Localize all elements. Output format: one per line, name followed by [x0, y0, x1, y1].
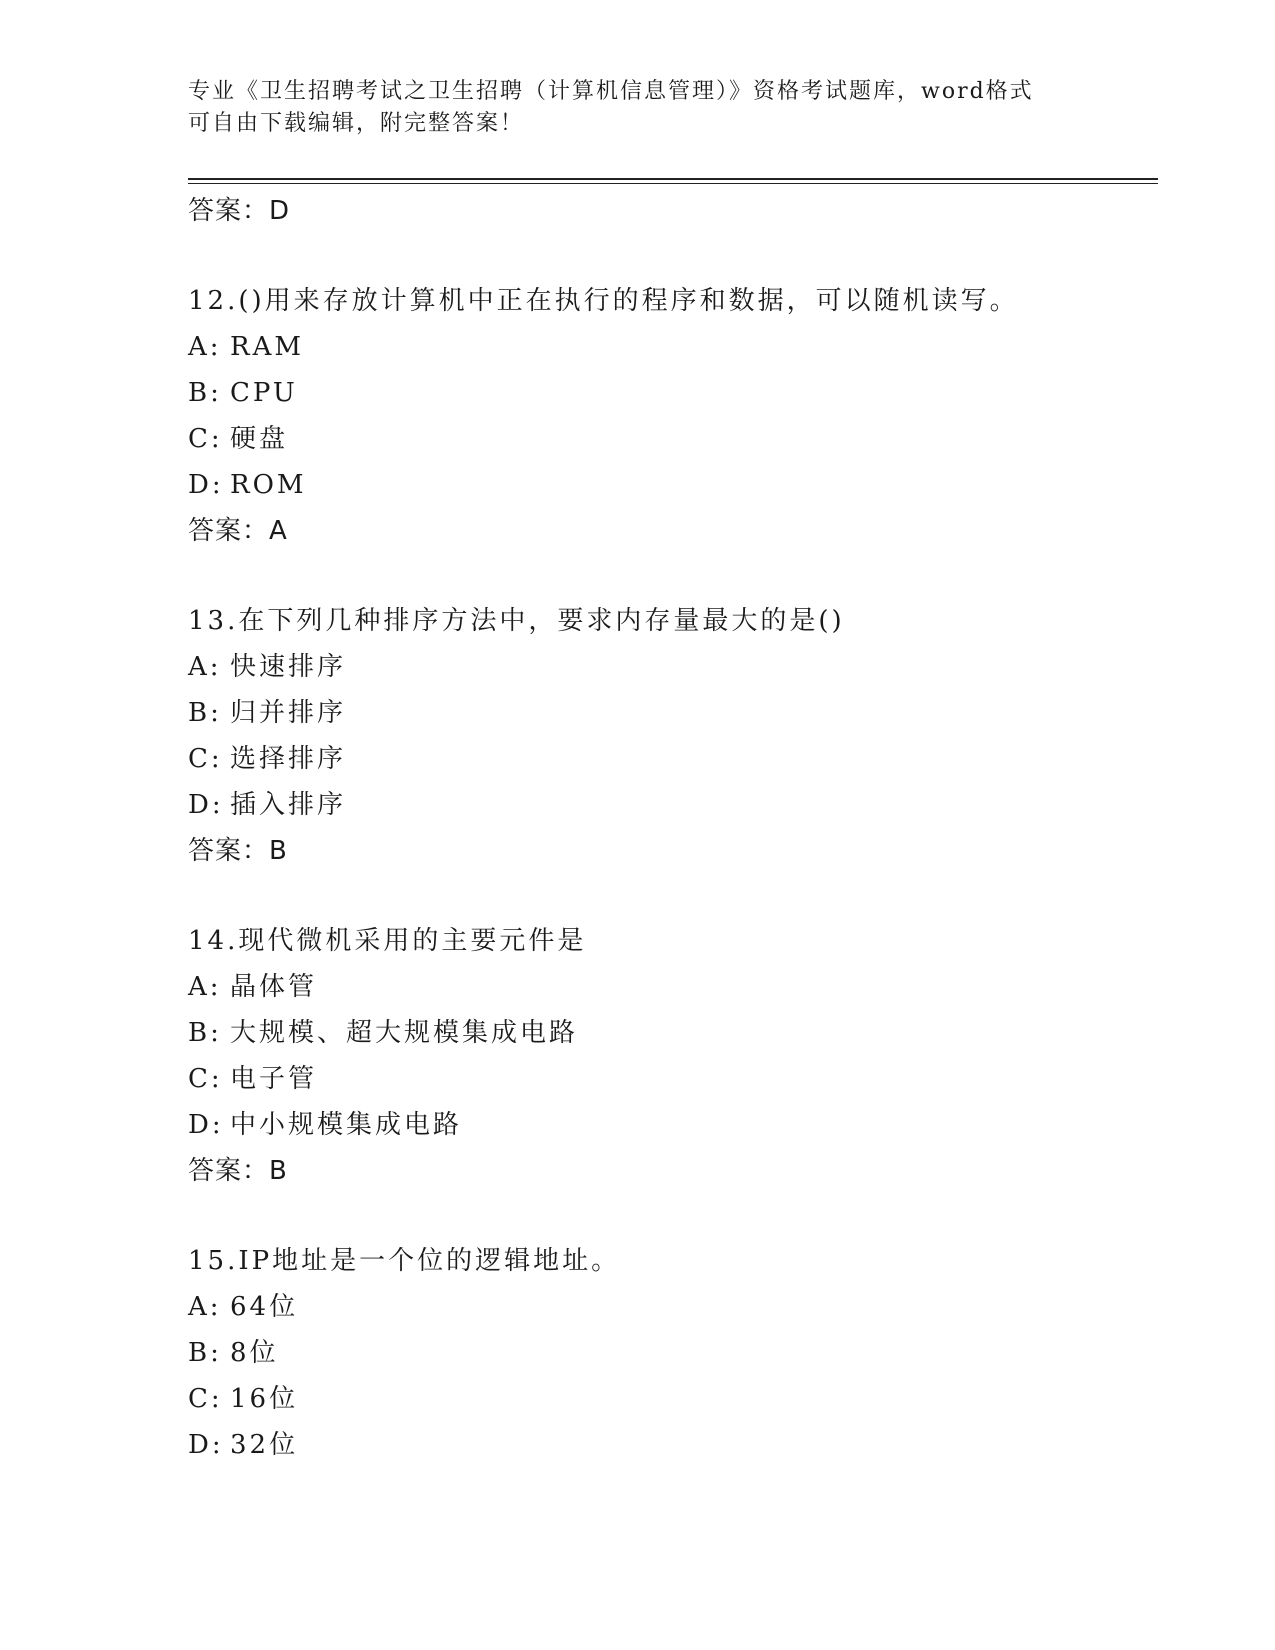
option-text: 硬盘: [230, 424, 289, 454]
option-key: A:: [188, 1292, 222, 1322]
option-c: [188, 1376, 1158, 1422]
question-15: [188, 1238, 1158, 1468]
option-a: [188, 644, 1158, 690]
option-key: C:: [188, 1064, 223, 1094]
option-a: [188, 1284, 1158, 1330]
option-key: B:: [188, 698, 222, 728]
question-12: [188, 278, 1158, 554]
option-text: ROM: [230, 470, 307, 500]
answer-line: 答案：B: [188, 836, 288, 866]
option-key: B:: [188, 378, 222, 408]
option-key: A:: [188, 652, 222, 682]
option-key: C:: [188, 1384, 223, 1414]
option-text: CPU: [230, 378, 298, 408]
option-key: A:: [188, 332, 222, 362]
option-key: A:: [188, 972, 222, 1002]
header-line-2: 可自由下载编辑，附完整答案！: [188, 111, 525, 136]
option-b: [188, 1330, 1158, 1376]
question-stem: 15.IP地址是一个位的逻辑地址。: [188, 1246, 621, 1276]
option-c: [188, 1056, 1158, 1102]
option-b: [188, 370, 1158, 416]
option-text: 选择排序: [230, 744, 347, 774]
option-key: D:: [188, 1110, 224, 1140]
option-key: C:: [188, 744, 223, 774]
question-14: [188, 918, 1158, 1194]
header-line-1: 专业《卫生招聘考试之卫生招聘（计算机信息管理）》资格考试题库，word格式: [188, 79, 1034, 104]
option-text: 归并排序: [230, 698, 347, 728]
option-text: 电子管: [230, 1064, 318, 1094]
option-b: [188, 690, 1158, 736]
question-stem: 13.在下列几种排序方法中，要求内存量最大的是(): [188, 606, 845, 636]
answer-line: 答案：B: [188, 1156, 288, 1186]
question-stem: 14.现代微机采用的主要元件是: [188, 926, 587, 956]
option-text: 晶体管: [230, 972, 318, 1002]
question-13: [188, 598, 1158, 874]
question-stem: 12.()用来存放计算机中正在执行的程序和数据，可以随机读写。: [188, 286, 1019, 316]
option-key: B:: [188, 1338, 222, 1368]
option-text: RAM: [230, 332, 304, 362]
option-text: 快速排序: [230, 652, 347, 682]
question-list: [188, 188, 1158, 1468]
option-d: [188, 1422, 1158, 1468]
option-text: 16位: [230, 1384, 299, 1414]
option-text: 8位: [230, 1338, 279, 1368]
option-c: [188, 736, 1158, 782]
option-text: 大规模、超大规模集成电路: [230, 1018, 579, 1048]
option-a: [188, 324, 1158, 370]
option-key: C:: [188, 424, 223, 454]
option-key: D:: [188, 470, 224, 500]
option-c: [188, 416, 1158, 462]
option-text: 插入排序: [230, 790, 347, 820]
header-divider-thick: [188, 178, 1158, 180]
answer-line: 答案：D: [188, 196, 291, 226]
option-key: D:: [188, 1430, 224, 1460]
option-text: 64位: [230, 1292, 299, 1322]
header-divider-thin: [188, 183, 1158, 184]
option-a: [188, 964, 1158, 1010]
option-text: 32位: [230, 1430, 299, 1460]
option-key: D:: [188, 790, 224, 820]
option-b: [188, 1010, 1158, 1056]
option-d: [188, 462, 1158, 508]
option-d: [188, 1102, 1158, 1148]
document-header: [188, 76, 1068, 140]
option-key: B:: [188, 1018, 222, 1048]
option-d: [188, 782, 1158, 828]
answer-line: 答案：A: [188, 516, 288, 546]
option-text: 中小规模集成电路: [230, 1110, 463, 1140]
